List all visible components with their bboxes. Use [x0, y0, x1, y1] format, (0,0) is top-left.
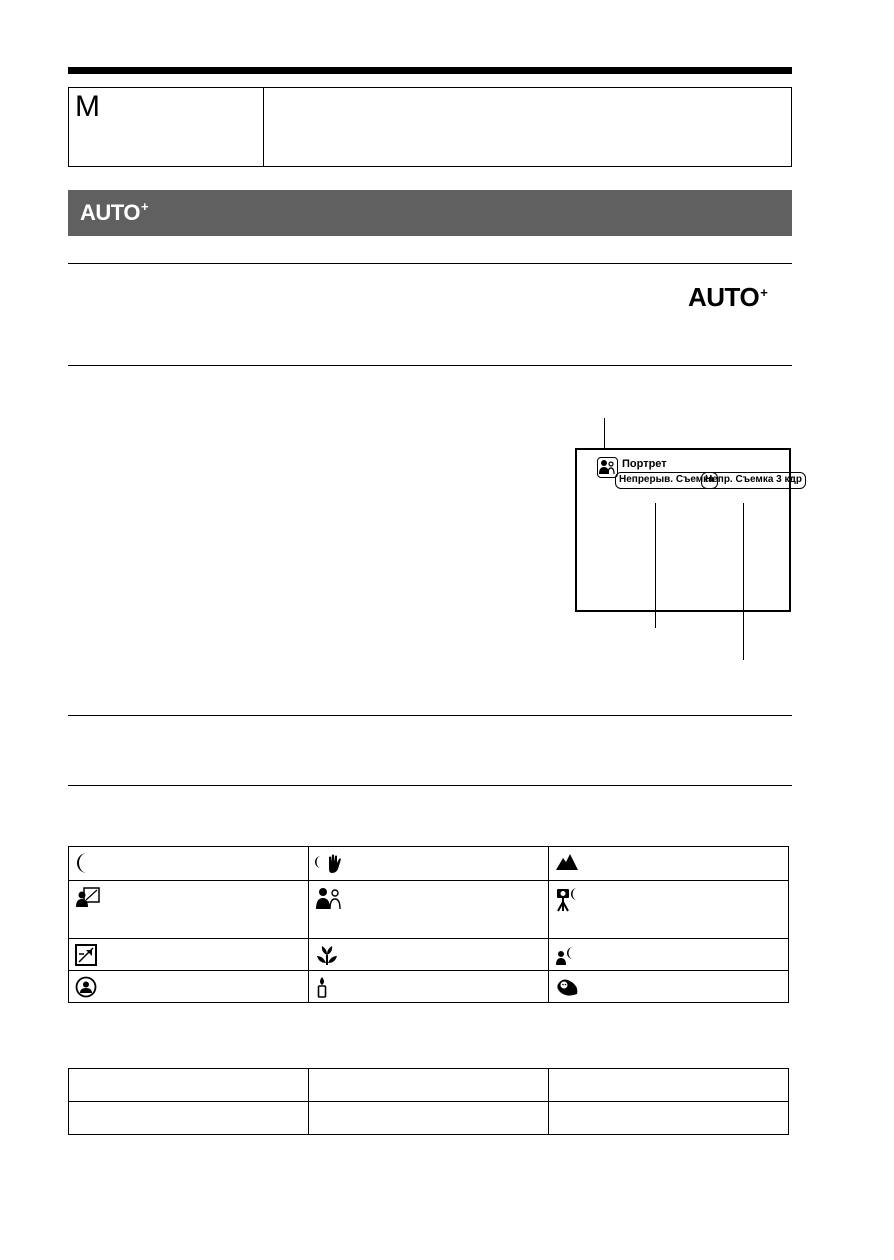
section-header — [68, 190, 792, 236]
continuous-callout-line — [655, 503, 656, 628]
table-cell — [549, 847, 789, 881]
table-cell — [69, 971, 309, 1003]
moon-icon — [75, 852, 95, 874]
bottom-table — [68, 1068, 789, 1135]
camera-screen-illustration — [575, 448, 802, 612]
hand-moon-icon — [315, 852, 343, 874]
top-rule — [68, 67, 792, 74]
table-cell — [69, 939, 309, 971]
table-cell — [309, 847, 549, 881]
mountain-icon — [555, 852, 579, 872]
auto-plus-logo: AUTO+ — [688, 282, 768, 312]
table-cell — [309, 971, 549, 1003]
table-cell — [309, 1102, 549, 1135]
table-cell — [549, 1102, 789, 1135]
night-portrait-icon — [555, 944, 581, 966]
table-cell — [549, 971, 789, 1003]
three-frame-callout-line — [743, 503, 744, 660]
portrait-icon — [315, 886, 343, 910]
table-cell — [549, 939, 789, 971]
table-cell — [309, 939, 549, 971]
mode-letter: M — [75, 90, 100, 123]
table-cell — [69, 1069, 309, 1102]
baby-icon — [555, 976, 581, 998]
backlight-portrait-icon — [75, 886, 101, 908]
three-frame-badge: Непр. Съемка 3 кдр — [701, 472, 806, 489]
divider — [68, 785, 792, 786]
backlight-icon — [75, 944, 97, 966]
divider — [68, 365, 792, 366]
candle-icon — [315, 976, 329, 998]
scene-icons-table — [68, 846, 789, 1003]
table-cell — [69, 881, 309, 939]
section-title: AUTO+ — [80, 199, 149, 225]
table-cell — [549, 1069, 789, 1102]
macro-flower-icon — [315, 944, 339, 966]
table-cell — [309, 1069, 549, 1102]
scene-label: Портрет — [622, 458, 667, 470]
divider — [68, 263, 792, 264]
continuous-shooting-badge: Непрерыв. Съемка — [615, 472, 718, 489]
tripod-night-icon — [555, 886, 585, 912]
face-spotlight-icon — [75, 976, 97, 998]
divider — [68, 715, 792, 716]
table-cell — [309, 881, 549, 939]
table-cell — [69, 847, 309, 881]
mode-cell — [69, 88, 264, 166]
table-cell — [549, 881, 789, 939]
mode-table — [68, 87, 792, 167]
table-cell — [69, 1102, 309, 1135]
